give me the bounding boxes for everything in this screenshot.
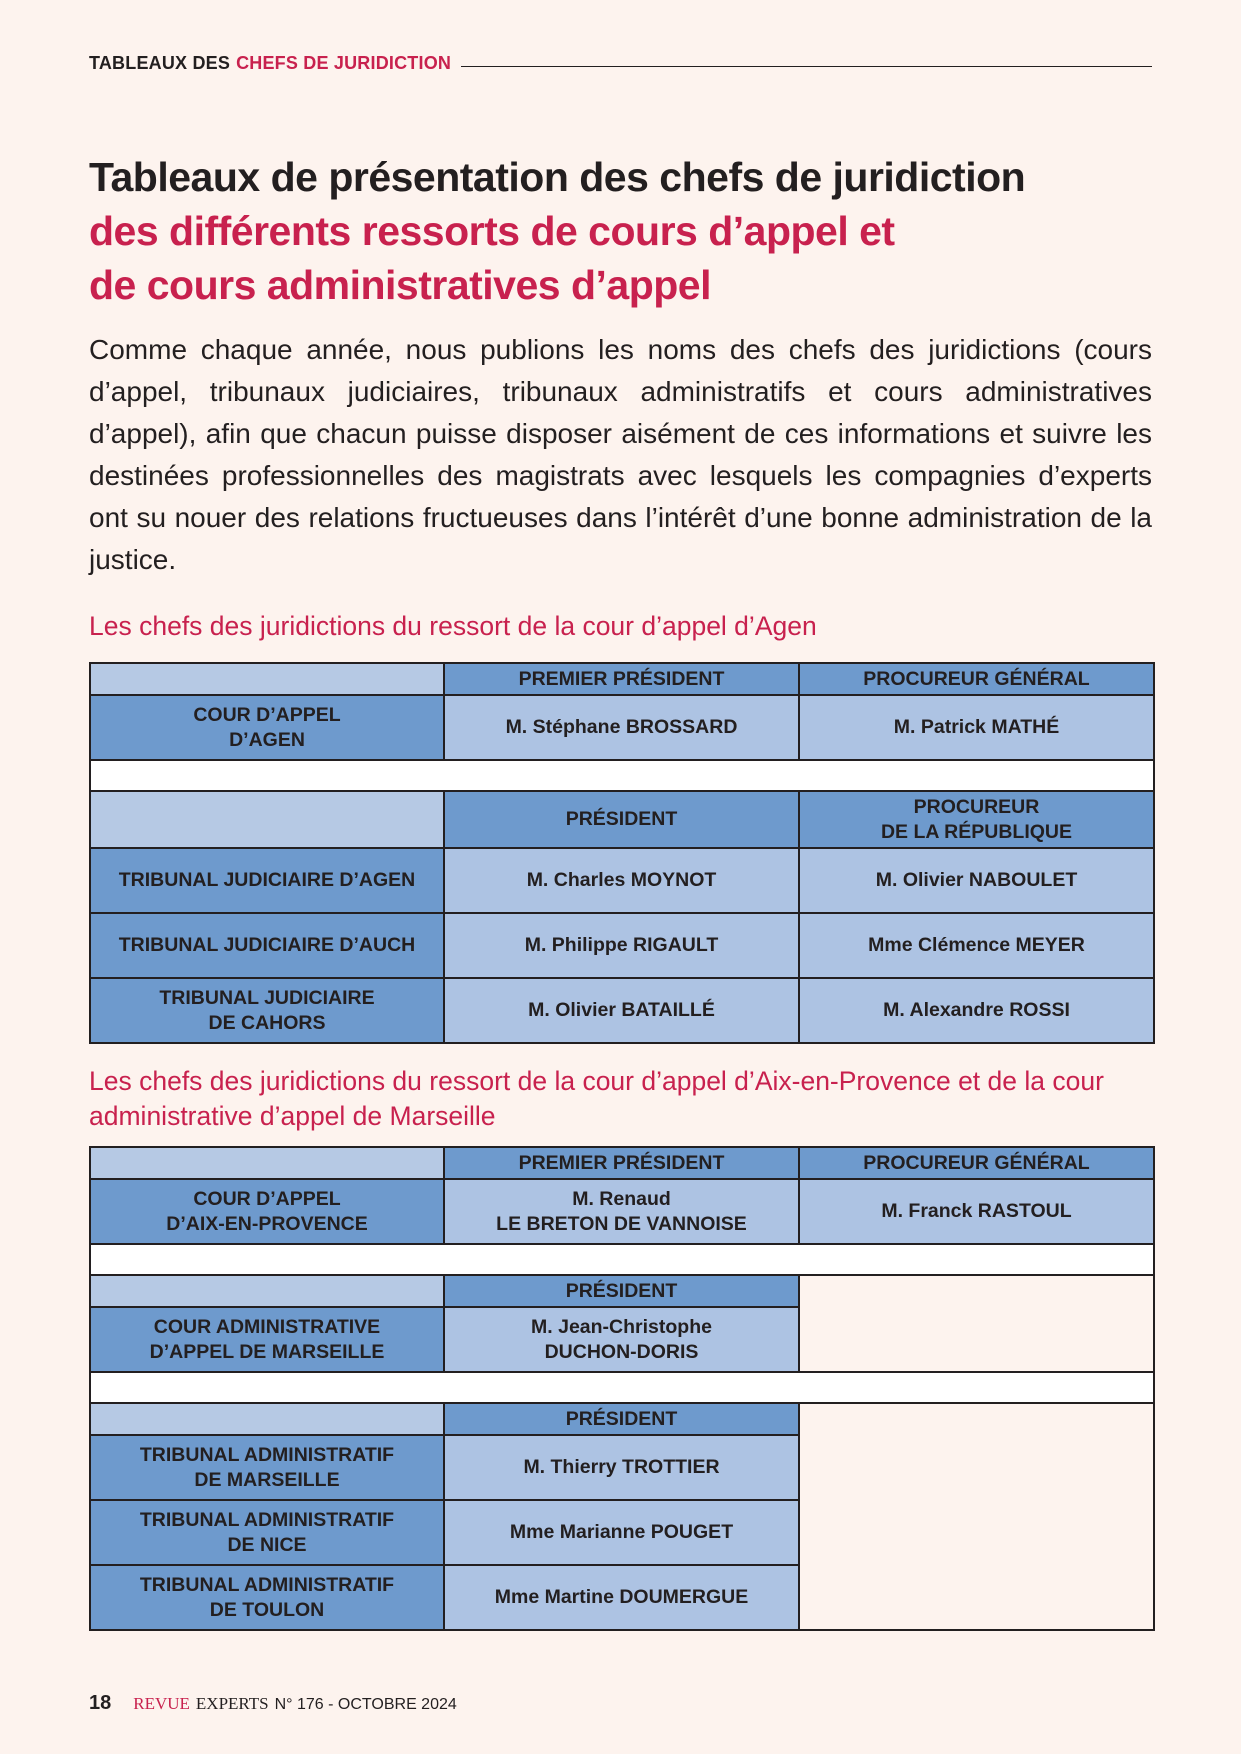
row-label-tribunal-administratif: TRIBUNAL ADMINISTRATIF DE MARSEILLE [90,1435,444,1500]
row-label-cour-administrative: COUR ADMINISTRATIVE D’APPEL DE MARSEILLE [90,1307,444,1372]
cell-procureur: Mme Clémence MEYER [799,913,1154,978]
cell-procureur: M. Alexandre ROSSI [799,978,1154,1043]
page-number: 18 [89,1692,112,1714]
cell-president: M. Jean-Christophe DUCHON-DORIS [444,1307,799,1372]
section-title-aix: Les chefs des juridictions du ressort de la cour d’appel d’Aix-en-Provence et de la cour administrative d’appel de Marseille [89,1066,1104,1131]
intro-paragraph: Comme chaque année, nous publions les noms des chefs des juridictions (cours d’appel, tribunaux judiciaires, tribunaux administratifs et cours administratives d’appel), afin que chacun puisse disposer aisément de ces informations et suivre les destinées professionnelles des magistrats avec lesquels les compagnies d’experts ont su nouer des relations fructueuses dans l’intérêt d’une bonne administration de la justice. [89,334,1152,575]
title-line-1: Tableaux de présentation des chefs de juridiction [89,154,1026,200]
header-empty-cell [90,791,444,848]
row-label-tribunal: TRIBUNAL JUDICIAIRE D’AUCH [90,913,444,978]
row-label-tribunal-administratif: TRIBUNAL ADMINISTRATIF DE TOULON [90,1565,444,1630]
table-aix [89,1146,1155,1631]
table-spacer-row [90,1244,1154,1275]
column-header-president: PRÉSIDENT [444,1403,799,1435]
cell-president: Mme Marianne POUGET [444,1500,799,1565]
column-header-premier-president: PREMIER PRÉSIDENT [444,663,799,695]
row-label-tribunal: TRIBUNAL JUDICIAIRE D’AGEN [90,848,444,913]
header-empty-cell [90,1147,444,1179]
cell-president: M. Thierry TROTTIER [444,1435,799,1500]
title-line-2: des différents ressorts de cours d’appel et [89,208,895,254]
running-header-accent: CHEFS DE JURIDICTION [236,53,452,73]
table-spacer-row [90,760,1154,791]
row-label-cour-appel: COUR D’APPEL D’AGEN [90,695,444,760]
cell-procureur: M. Olivier NABOULET [799,848,1154,913]
header-empty-cell [90,663,444,695]
row-label-cour-appel: COUR D’APPEL D’AIX-EN-PROVENCE [90,1179,444,1244]
column-header-procureur-general: PROCUREUR GÉNÉRAL [799,663,1154,695]
footer-revue: REVUE [133,1694,190,1713]
row-label-tribunal: TRIBUNAL JUDICIAIRE DE CAHORS [90,978,444,1043]
header-empty-cell [90,1275,444,1307]
column-header-president: PRÉSIDENT [444,1275,799,1307]
running-header [89,53,1152,74]
footer-issue: N° 176 - OCTOBRE 2024 [274,1696,457,1713]
cell-president: M. Olivier BATAILLÉ [444,978,799,1043]
empty-cell [799,1403,1154,1630]
cell-president: M. Philippe RIGAULT [444,913,799,978]
cell-premier-president: M. Renaud LE BRETON DE VANNOISE [444,1179,799,1244]
header-empty-cell [90,1403,444,1435]
column-header-procureur-republique: PROCUREUR DE LA RÉPUBLIQUE [799,791,1154,848]
empty-cell [799,1275,1154,1372]
page-title [89,150,1189,312]
page-footer [89,1692,457,1715]
cell-procureur-general: M. Franck RASTOUL [799,1179,1154,1244]
table-spacer-row [90,1372,1154,1403]
cell-procureur-general: M. Patrick MATHÉ [799,695,1154,760]
footer-experts: EXPERTS [195,1694,269,1713]
column-header-premier-president: PREMIER PRÉSIDENT [444,1147,799,1179]
row-label-tribunal-administratif: TRIBUNAL ADMINISTRATIF DE NICE [90,1500,444,1565]
header-rule [461,66,1152,67]
cell-president: Mme Martine DOUMERGUE [444,1565,799,1630]
running-header-prefix: TABLEAUX DES [89,53,231,73]
column-header-president: PRÉSIDENT [444,791,799,848]
cell-president: M. Charles MOYNOT [444,848,799,913]
table-agen [89,662,1155,1044]
column-header-procureur-general: PROCUREUR GÉNÉRAL [799,1147,1154,1179]
cell-premier-president: M. Stéphane BROSSARD [444,695,799,760]
section-title-agen: Les chefs des juridictions du ressort de la cour d’appel d’Agen [89,611,817,641]
title-line-3: de cours administratives d’appel [89,262,711,308]
